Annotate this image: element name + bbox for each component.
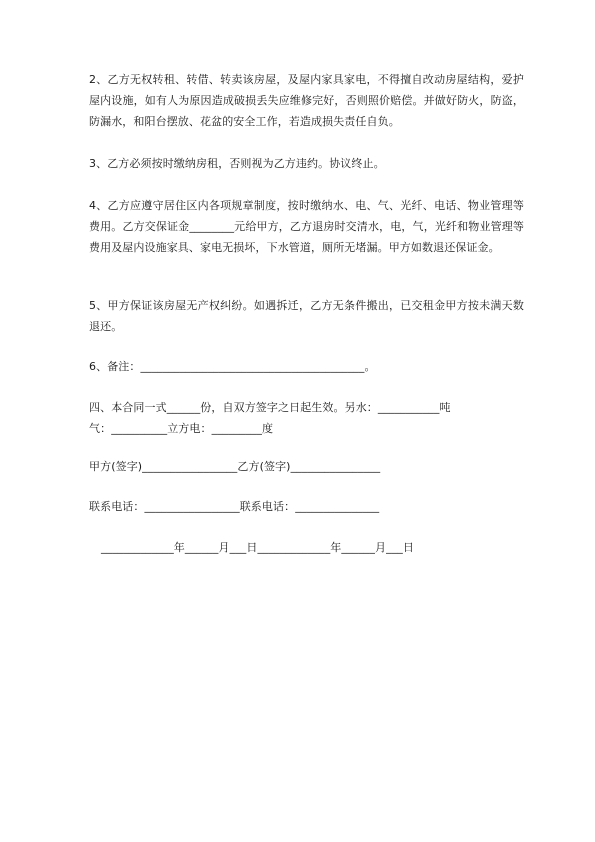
- clause-2: 2、乙方无权转租、转借、转卖该房屋，及屋内家具家电，不得擅自改动房屋结构，爱护屋内设施，如有人为原因造成破损丢失应维修完好，否则照价赔偿。并做好防火，防盗，防漏水，和阳台摆放、花盆的安全工作，若造成损失责任自负。: [89, 73, 524, 128]
- clause-four-line-2: 气：__________立方电：_________度: [89, 422, 274, 435]
- clause-3: 3、乙方必须按时缴纳房租，否则视为乙方违约。协议终止。: [89, 157, 385, 170]
- clause-5: 5、甲方保证该房屋无产权纠纷。如遇拆迁，乙方无条件搬出，已交租金甲方按未满天数退还。: [89, 299, 524, 333]
- date-line: _____________年______月___日_____________年______月___日: [101, 541, 414, 554]
- signature-line: 甲方(签字)_________________乙方(签字)________________: [89, 460, 381, 473]
- clause-4: 4、乙方应遵守居住区内各项规章制度，按时缴纳水、电、气、光纤、电话、物业管理等费用。乙方交保证金________元给甲方，乙方退房时交清水，电，气，光纤和物业管理等费用及屋内设施家具、家电无损坏，下水管道，厕所无堵漏。甲方如数退还保证金。: [89, 199, 524, 254]
- clause-6-remarks: 6、备注：________________________________________。: [89, 360, 376, 373]
- clause-four-line-1: 四、本合同一式______份，自双方签字之日起生效。另水：___________吨: [89, 401, 451, 414]
- phone-line: 联系电话：_________________联系电话：_______________: [89, 500, 380, 513]
- clause-four: [89, 397, 524, 439]
